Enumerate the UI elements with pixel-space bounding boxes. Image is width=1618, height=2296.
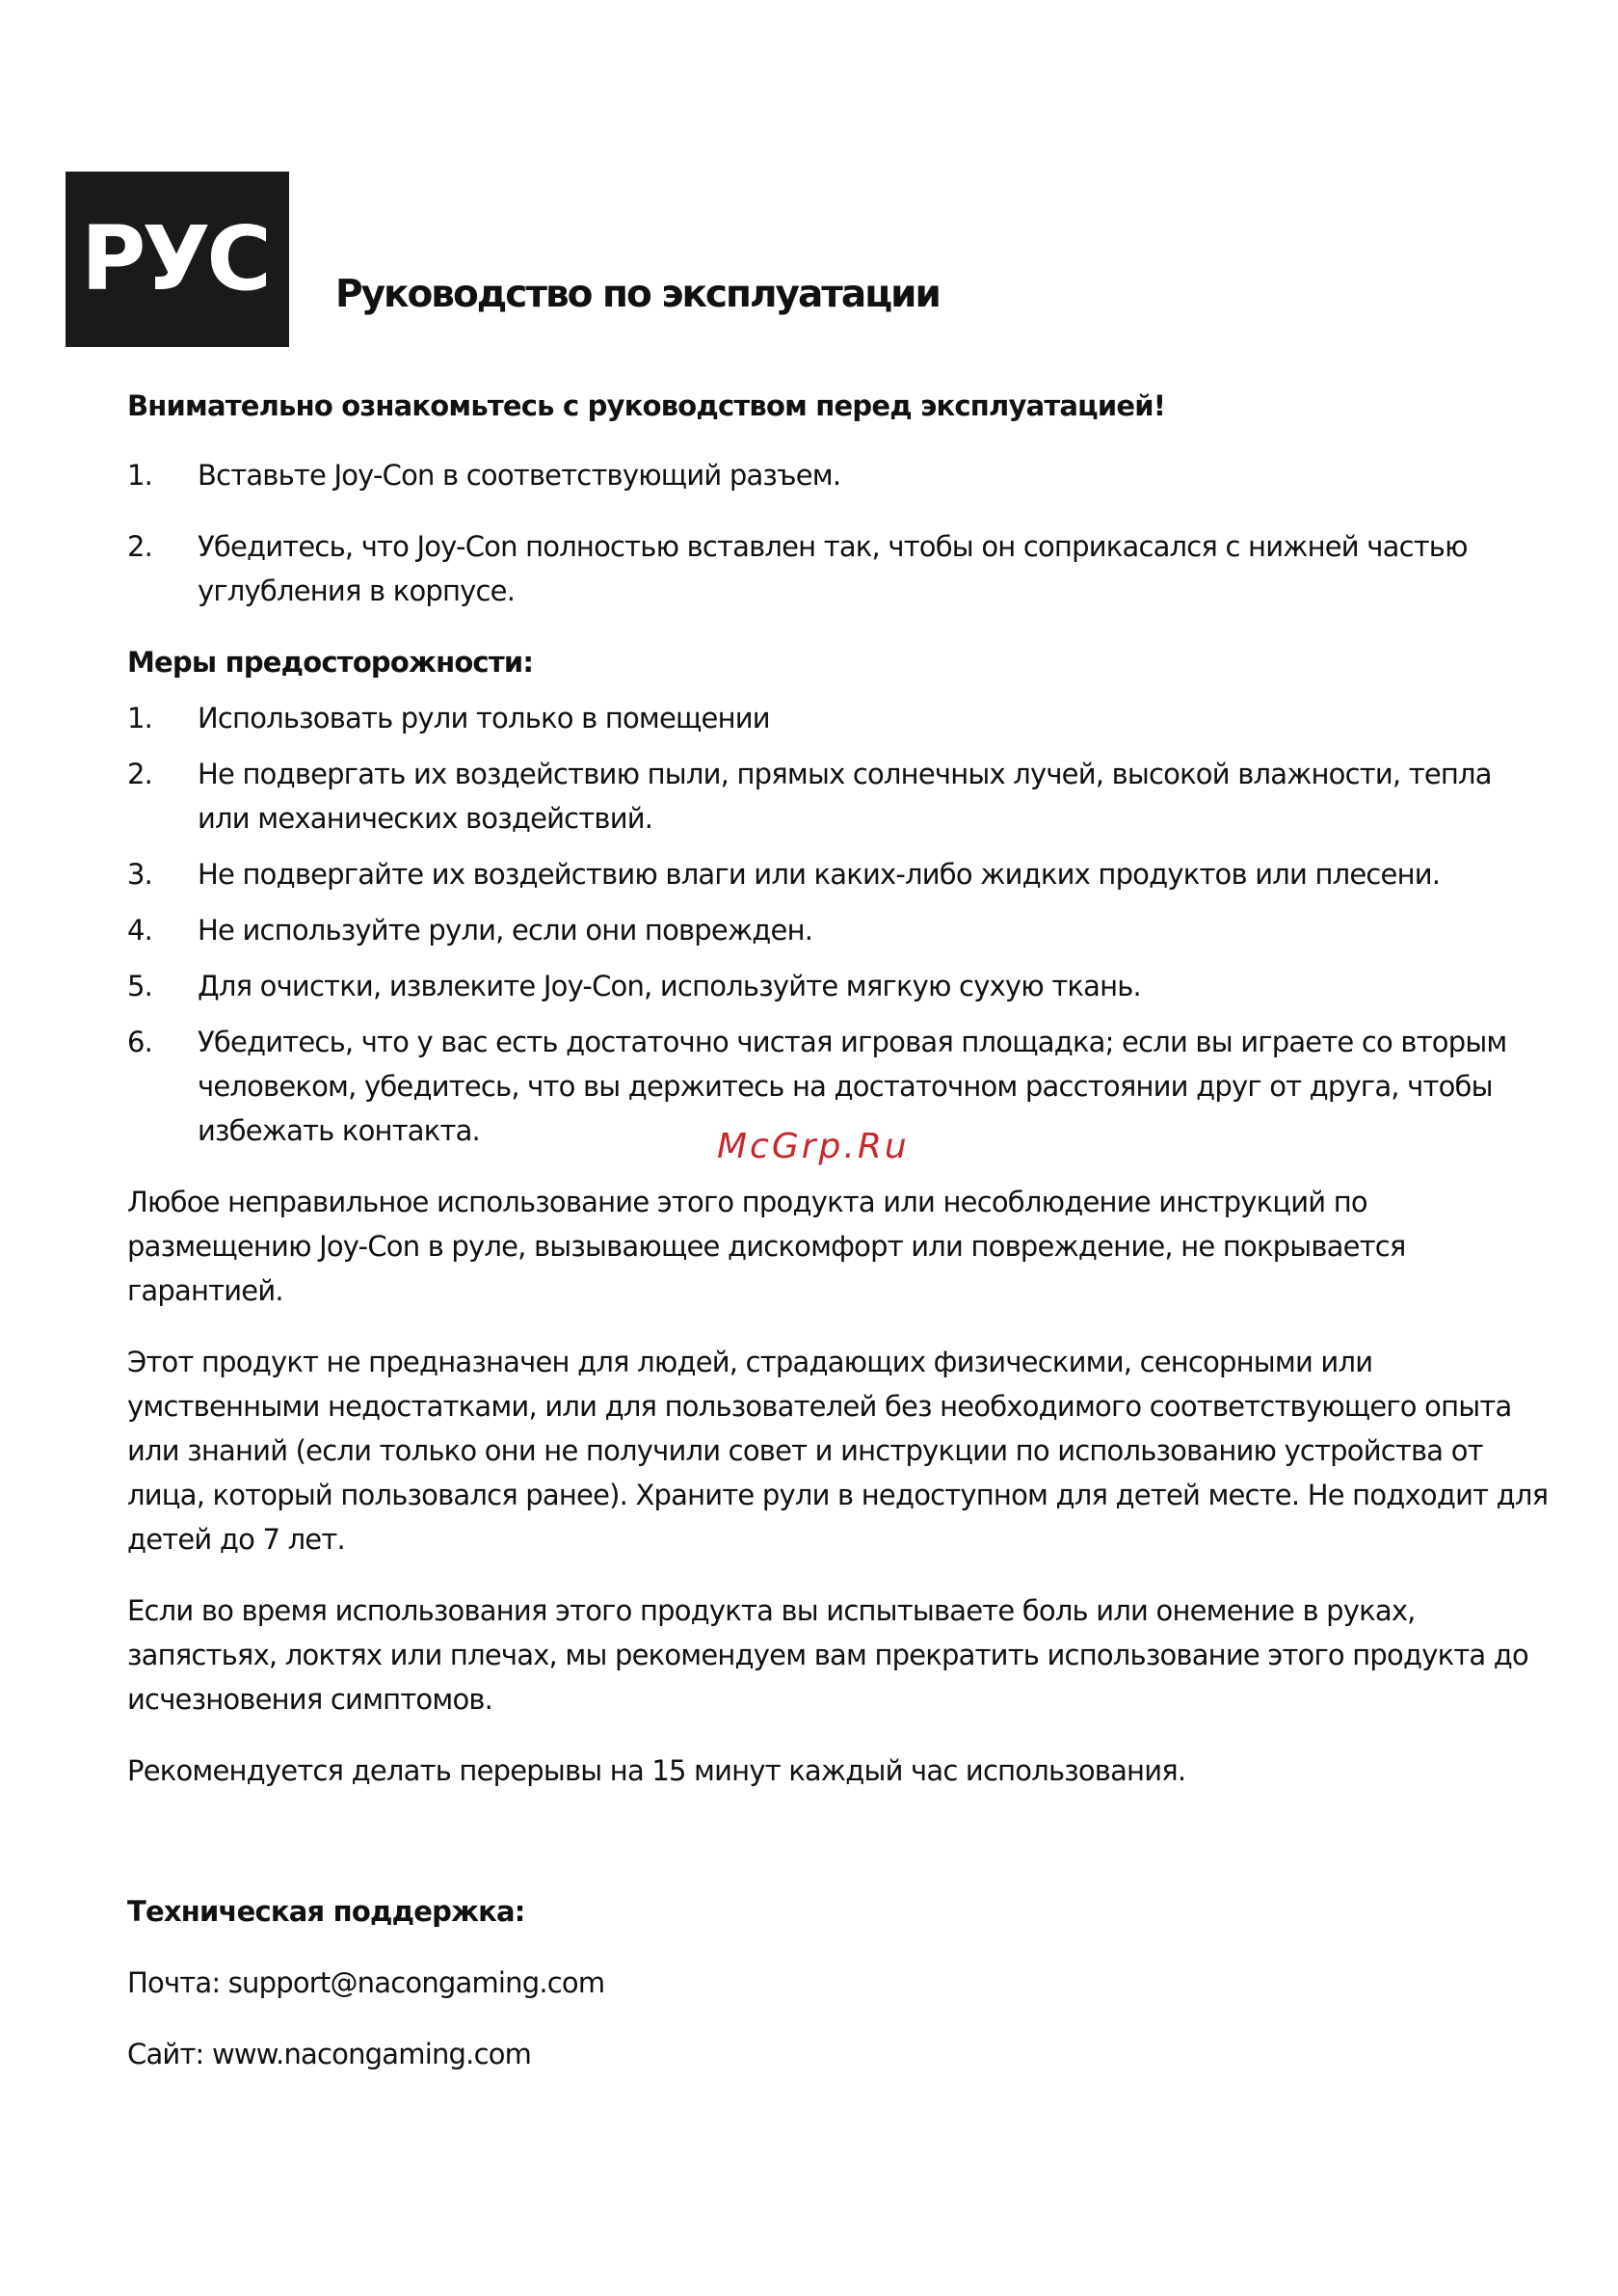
list-item [127, 964, 1549, 1008]
list-item-number: 1. [127, 702, 153, 734]
list-item-number: 2. [127, 530, 153, 563]
suitability-paragraph: Этот продукт не предназначен для людей, страдающих физическими, сенсорными или умственными недостатками, или для пользователей без необходимого соответствующего опыта или знаний (если только они не получили совет и инструкции по использованию устройства от лица, который пользовался ранее). Храните рули в недоступном для детей месте. Не подходит для детей до 7 лет. [127, 1346, 1549, 1556]
warranty-paragraph: Любое неправильное использование этого продукта или несоблюдение инструкций по размещению Joy-Con в руле, вызывающее дискомфорт или повреждение, не покрывается гарантией. [127, 1186, 1406, 1307]
list-item-number: 4. [127, 914, 153, 947]
breaks-paragraph: Рекомендуется делать перерывы на 15 минут каждый час использования. [127, 1754, 1186, 1787]
list-item [127, 524, 1549, 613]
list-item-text: Не подвергайте их воздействию влаги или каких-либо жидких продуктов или плесени. [198, 858, 1441, 891]
health-paragraph: Если во время использования этого продукта вы испытываете боль или онемение в руках, запястьях, локтях или плечах, мы рекомендуем вам прекратить использование этого продукта до исчезновения симптомов. [127, 1594, 1528, 1716]
list-item [127, 908, 1549, 952]
support-website: Сайт: www.nacongaming.com [127, 2038, 532, 2070]
list-item-number: 2. [127, 758, 153, 790]
list-item [127, 852, 1549, 896]
list-item-number: 5. [127, 970, 153, 1002]
list-item-text: Убедитесь, что у вас есть достаточно чистая игровая площадка; если вы играете со вторым человеком, убедитесь, что вы держитесь на достаточном расстоянии друг от друга, чтобы избежать контакта. [198, 1026, 1507, 1147]
installation-steps [127, 453, 1549, 613]
document-body [127, 384, 1549, 2076]
list-item-number: 6. [127, 1026, 153, 1058]
list-item [127, 453, 1549, 497]
list-item-text: Не используйте рули, если они поврежден. [198, 914, 813, 947]
list-item-text: Вставьте Joy-Con в соответствующий разъем. [198, 459, 841, 492]
list-item-number: 1. [127, 459, 153, 492]
list-item-text: Использовать рули только в помещении [198, 702, 770, 734]
list-item [127, 752, 1549, 841]
language-badge: РУС [66, 172, 289, 347]
precautions-heading: Меры предосторожности: [127, 646, 534, 679]
list-item-text: Не подвергать их воздействию пыли, прямых солнечных лучей, высокой влажности, тепла или механических воздействий. [198, 758, 1492, 835]
intro-heading: Внимательно ознакомьтесь с руководством перед эксплуатацией! [127, 389, 1166, 422]
list-item [127, 696, 1549, 740]
document-title: Руководство по эксплуатации [335, 273, 940, 316]
support-email: Почта: support@nacongaming.com [127, 1966, 605, 1999]
support-heading: Техническая поддержка: [127, 1895, 525, 1928]
list-item-text: Убедитесь, что Joy-Con полностью вставлен так, чтобы он соприкасался с нижней частью углубления в корпусе. [198, 530, 1468, 607]
watermark: McGrp.Ru [717, 1127, 910, 1166]
list-item-number: 3. [127, 858, 153, 891]
precautions-list [127, 696, 1549, 1153]
list-item-text: Для очистки, извлеките Joy-Con, используйте мягкую сухую ткань. [198, 970, 1141, 1002]
